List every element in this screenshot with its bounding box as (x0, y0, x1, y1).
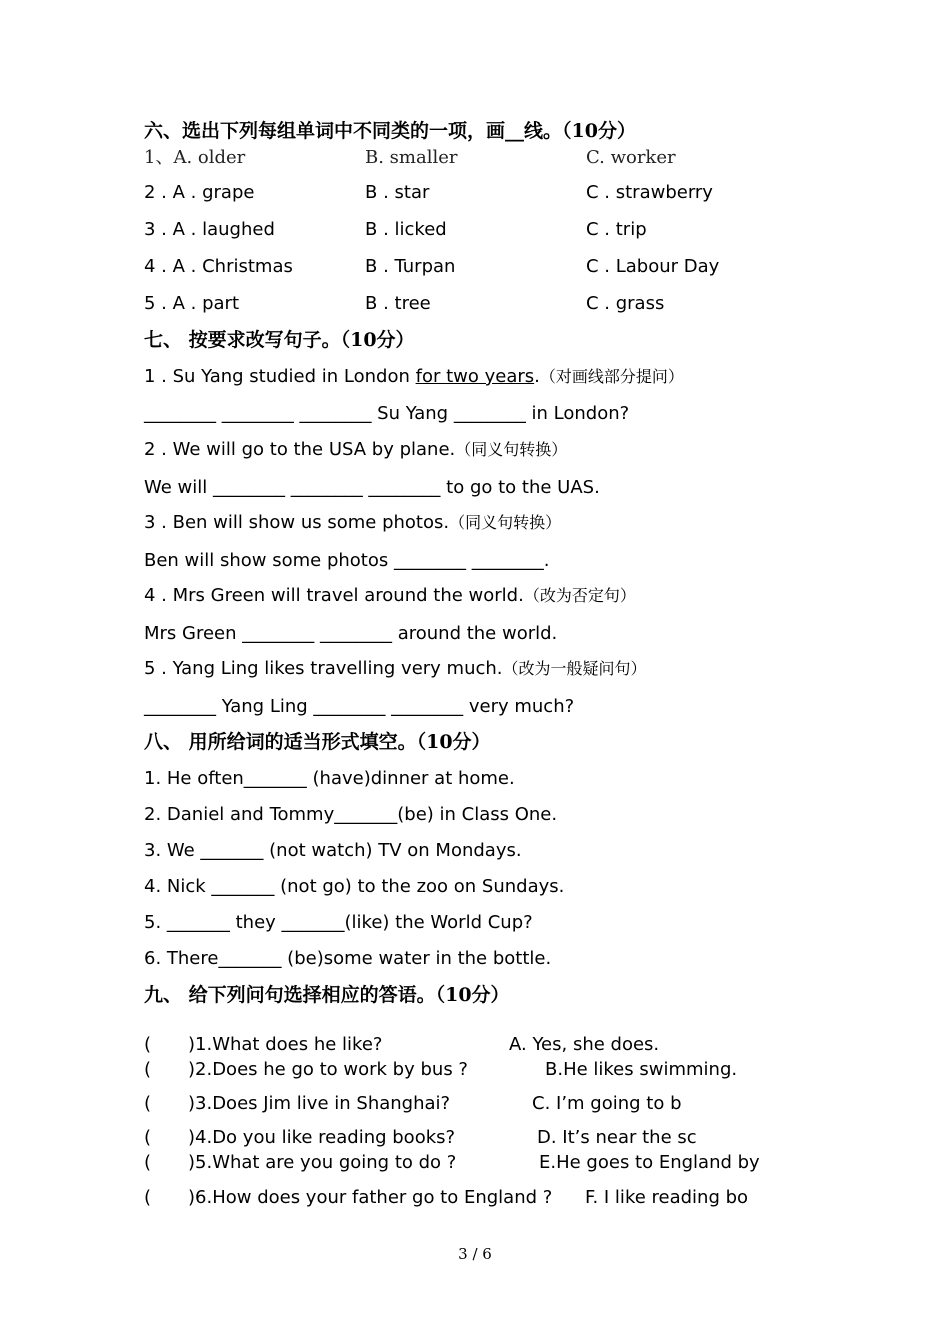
s7-answer-5: ________ Yang Ling ________ ________ very much? (144, 696, 575, 717)
s8-item-3: 3. We _______ (not watch) TV on Mondays. (144, 840, 522, 861)
section-9-heading: 九、 给下列问句选择相应的答语。（10分） (144, 984, 510, 1006)
s9-paren-6: ( (144, 1187, 152, 1208)
s6-row3-a: 3 . A . laughed (144, 219, 275, 240)
s9-paren-3: ( (144, 1093, 152, 1114)
s6-row2-c: C . strawberry (586, 182, 713, 203)
s9-question-3: )3.Does Jim live in Shanghai? (188, 1093, 451, 1114)
s6-row1-a: 1、A. older (144, 147, 246, 168)
s7-answer-4: Mrs Green ________ ________ around the world. (144, 623, 558, 644)
s9-question-6: )6.How does your father go to England ? (188, 1187, 553, 1208)
s6-row5-c: C . grass (586, 293, 665, 314)
s7-question-2: 2 . We will go to the USA by plane.（同义句转换） (144, 439, 568, 460)
s6-row4-c: C . Labour Day (586, 256, 720, 277)
s7-answer-1: ________ ________ ________ Su Yang ________ in London? (144, 403, 630, 424)
s9-paren-5: ( (144, 1152, 152, 1173)
s6-row2-a: 2 . A . grape (144, 182, 255, 203)
s9-paren-2: ( (144, 1059, 152, 1080)
section-8-heading: 八、 用所给词的适当形式填空。（10分） (144, 731, 491, 753)
s7-question-3: 3 . Ben will show us some photos.（同义句转换） (144, 512, 562, 533)
s6-row4-a: 4 . A . Christmas (144, 256, 293, 277)
s9-question-2: )2.Does he go to work by bus ? (188, 1059, 468, 1080)
s9-question-1: )1.What does he like? (188, 1034, 383, 1055)
s7-question-4: 4 . Mrs Green will travel around the world.（改为否定句） (144, 585, 636, 606)
s6-row2-b: B . star (365, 182, 430, 203)
s7-question-5: 5 . Yang Ling likes travelling very much.（改为一般疑问句） (144, 658, 647, 679)
s9-paren-4: ( (144, 1127, 152, 1148)
s6-row4-b: B . Turpan (365, 256, 456, 277)
s8-item-2: 2. Daniel and Tommy_______(be) in Class One. (144, 804, 558, 825)
s6-row1-c: C. worker (586, 147, 676, 168)
section-7-heading: 七、 按要求改写句子。（10分） (144, 329, 415, 351)
s8-item-1: 1. He often_______ (have)dinner at home. (144, 768, 515, 789)
s9-answer-a: A. Yes, she does. (509, 1034, 660, 1055)
s9-answer-b: B.He likes swimming. (545, 1059, 738, 1080)
s6-row3-b: B . licked (365, 219, 447, 240)
s8-item-4: 4. Nick _______ (not go) to the zoo on Sundays. (144, 876, 565, 897)
s9-paren-1: ( (144, 1034, 152, 1055)
s7-answer-2: We will ________ ________ ________ to go to the UAS. (144, 477, 600, 498)
section-6-heading: 六、选出下列每组单词中不同类的一项，画__线。（10分） (144, 120, 636, 142)
page-number: 3 / 6 (458, 1245, 492, 1263)
s6-row1-b: B. smaller (365, 147, 458, 168)
s8-item-6: 6. There_______ (be)some water in the bottle. (144, 948, 552, 969)
s9-answer-e: E.He goes to England by (539, 1152, 760, 1173)
s7-question-1: 1 . Su Yang studied in London for two years.（对画线部分提问） (144, 366, 684, 387)
s9-answer-c: C. I’m going to b (532, 1093, 682, 1114)
s9-answer-d: D. It’s near the sc (537, 1127, 697, 1148)
s6-row5-a: 5 . A . part (144, 293, 240, 314)
s7-answer-3: Ben will show some photos ________ ________. (144, 550, 550, 571)
s9-question-4: )4.Do you like reading books? (188, 1127, 456, 1148)
s9-question-5: )5.What are you going to do ? (188, 1152, 457, 1173)
s9-answer-f: F. I like reading bo (585, 1187, 749, 1208)
s6-row3-c: C . trip (586, 219, 647, 240)
s6-row5-b: B . tree (365, 293, 431, 314)
s8-item-5: 5. _______ they _______(like) the World Cup? (144, 912, 533, 933)
